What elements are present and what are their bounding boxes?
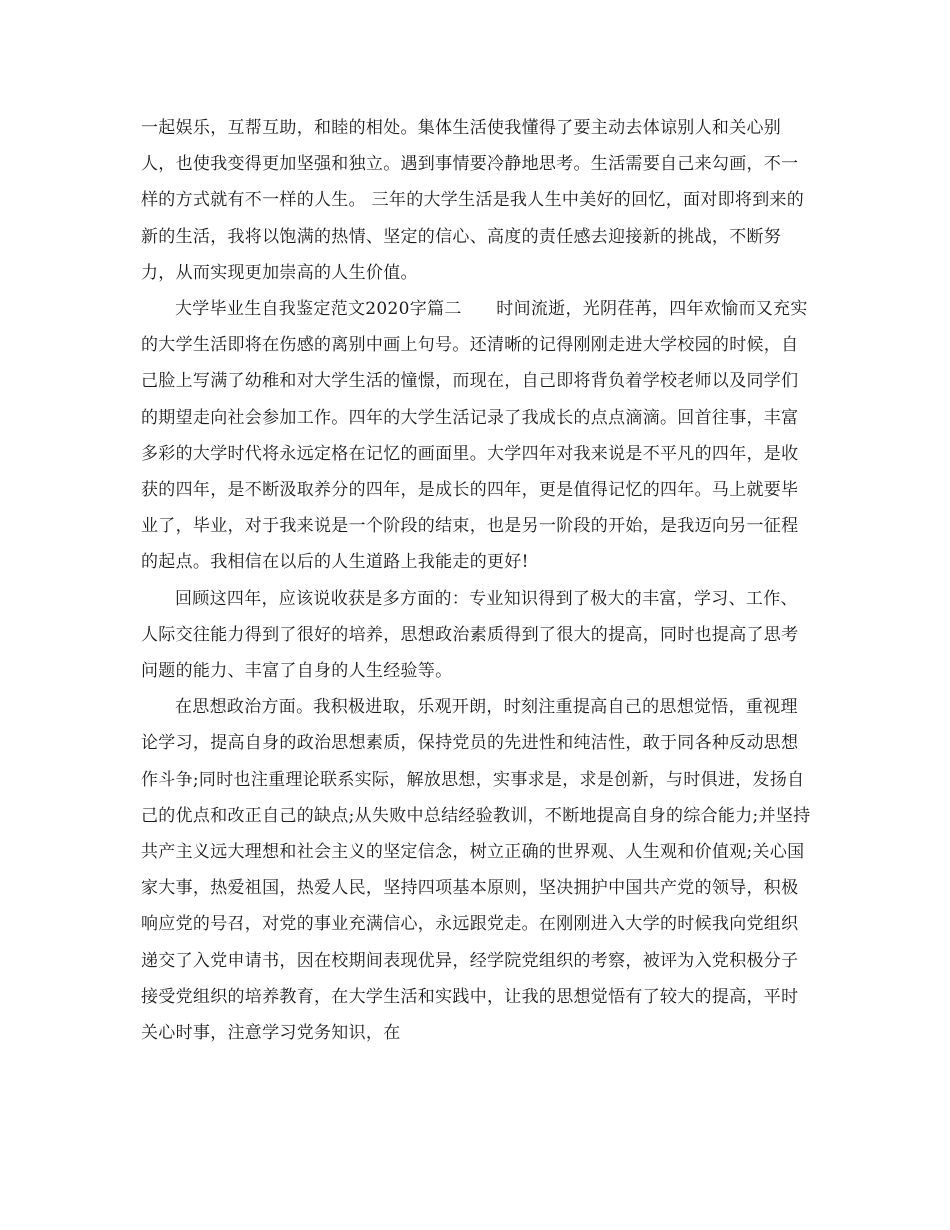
paragraph-1: 一起娱乐，互帮互助，和睦的相处。集体生活使我懂得了要主动去体谅别人和关心别人，也使我变得更加坚强和独立。遇到事情要冷静地思考。生活需要自己来勾画，不一样的方式就有不一样的人生。 三年的大学生活是我人生中美好的回忆，面对即将到来的新的生活，我将以饱满的热情、坚定的信心、高度的责任感去迎接新的挑战，不断努力，从而实现更加崇高的人生价值。 [141,118,805,283]
paragraph-3: 回顾这四年，应该说收获是多方面的：专业知识得到了极大的丰富，学习、工作、人际交往能力得到了很好的培养，思想政治素质得到了很大的提高，同时也提高了思考问题的能力、丰富了自身的人生经验等。 [141,588,799,682]
paragraph-2: 大学毕业生自我鉴定范文2020字篇二 时间流逝，光阴荏苒，四年欢愉而又充实的大学生活即将在伤感的离别中画上句号。还清晰的记得刚刚走进大学校园的时候，自己脸上写满了幼稚和对大学生活的憧憬，而现在，自己即将背负着学校老师以及同学们的期望走向社会参加工作。四年的大学生活记录了我成长的点点滴滴。回首往事，丰富多彩的大学时代将永远定格在记忆的画面里。大学四年对我来说是不平凡的四年，是收获的四年，是不断汲取养分的四年，是成长的四年，更是值得记忆的四年。马上就要毕业了，毕业，对于我来说是一个阶段的结束，也是另一阶段的开始，是我迈向另一征程的起点。我相信在以后的人生道路上我能走的更好! [141,299,808,573]
document-body [141,110,813,1051]
paragraph-4: 在思想政治方面。我积极进取，乐观开朗，时刻注重提高自己的思想觉悟，重视理论学习，提高自身的政治思想素质，保持党员的先进性和纯洁性，敢于同各种反动思想作斗争;同时也注重理论联系实际，解放思想，实事求是，求是创新，与时俱进，发扬自己的优点和改正自己的缺点;从失败中总结经验教训，不断地提高自身的综合能力;并坚持共产主义远大理想和社会主义的坚定信念，树立正确的世界观、人生观和价值观;关心国家大事，热爱祖国，热爱人民，坚持四项基本原则，坚决拥护中国共产党的领导，积极响应党的号召，对党的事业充满信心，永远跟党走。在刚刚进入大学的时候我向党组织递交了入党申请书，因在校期间表现优异，经学院党组织的考察，被评为入党积极分子接受党组织的培养教育，在大学生活和实践中，让我的思想觉悟有了较大的提高，平时关心时事，注意学习党务知识，在 [141,697,811,1044]
